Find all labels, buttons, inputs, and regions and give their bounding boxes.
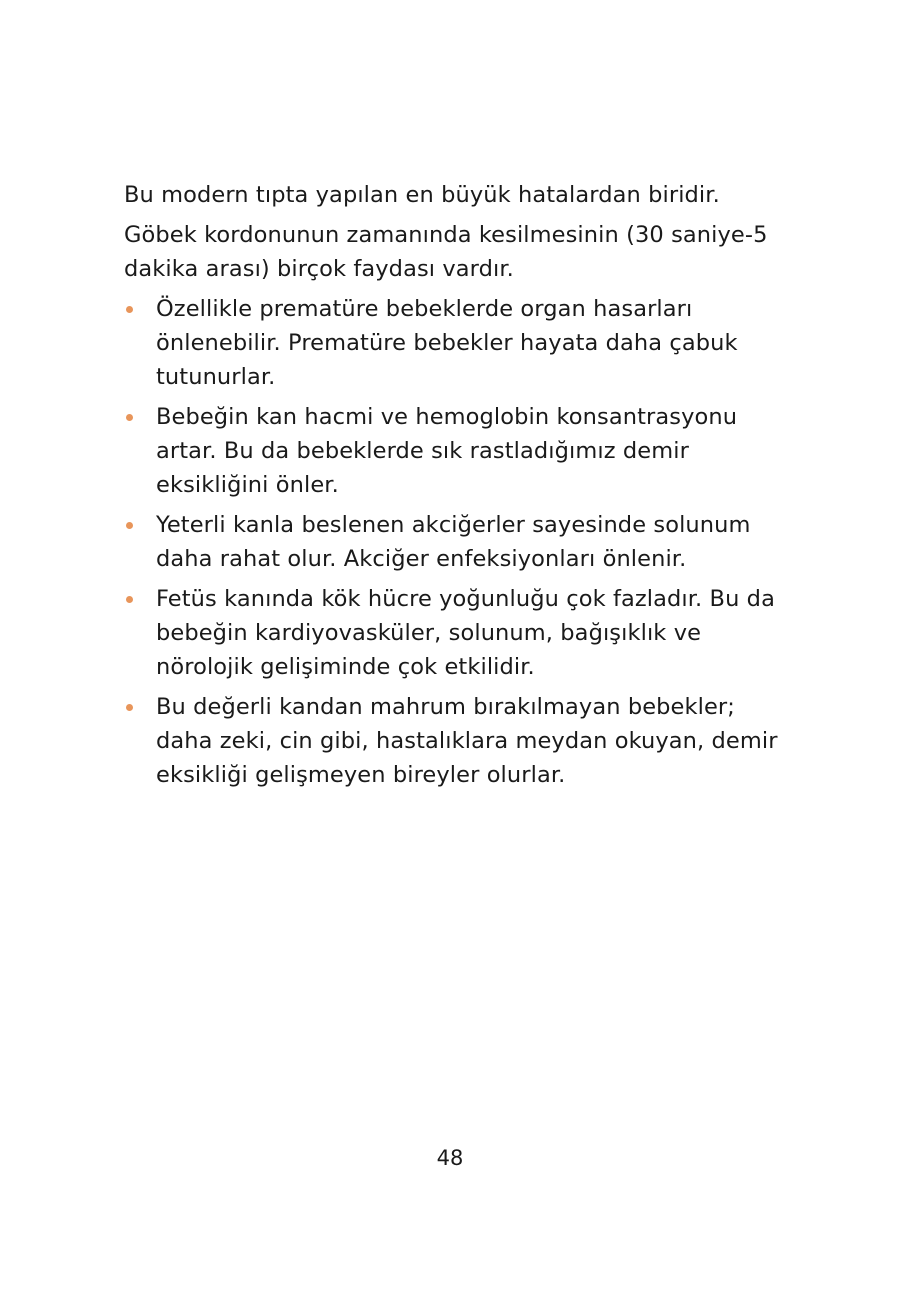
bullet-dot-icon bbox=[126, 704, 133, 711]
list-item-text: Özellikle prematüre bebeklerde organ hasarları önlenebilir. Prematüre bebekler hayata daha çabuk tutunurlar. bbox=[156, 296, 738, 390]
list-item bbox=[124, 582, 784, 684]
list-item bbox=[124, 400, 784, 502]
list-item bbox=[124, 292, 784, 394]
list-item bbox=[124, 690, 784, 792]
list-item bbox=[124, 508, 784, 576]
benefits-list bbox=[124, 292, 784, 792]
bullet-dot-icon bbox=[126, 306, 133, 313]
list-item-text: Bebeğin kan hacmi ve hemoglobin konsantrasyonu artar. Bu da bebeklerde sık rastladığımız demir eksikliğini önler. bbox=[156, 404, 738, 498]
intro-paragraph-1: Bu modern tıpta yapılan en büyük hatalardan biridir. bbox=[124, 182, 720, 208]
list-item-text: Bu değerli kandan mahrum bırakılmayan bebekler; daha zeki, cin gibi, hastalıklara meydan okuyan, demir eksikliği gelişmeyen bireyler olurlar. bbox=[156, 694, 778, 788]
bullet-dot-icon bbox=[126, 596, 133, 603]
list-item-text: Yeterli kanla beslenen akciğerler sayesinde solunum daha rahat olur. Akciğer enfeksiyonları önlenir. bbox=[156, 512, 751, 572]
page-body bbox=[124, 178, 784, 798]
bullet-dot-icon bbox=[126, 522, 133, 529]
intro-paragraph-2: Göbek kordonunun zamanında kesilmesinin (30 saniye-5 dakika arası) birçok faydası vardır. bbox=[124, 222, 768, 282]
list-item-text: Fetüs kanında kök hücre yoğunluğu çok fazladır. Bu da bebeğin kardiyovasküler, solunum, bağışıklık ve nörolojik gelişiminde çok etkilidir. bbox=[156, 586, 775, 680]
page-number: 48 bbox=[436, 1146, 464, 1170]
bullet-dot-icon bbox=[126, 414, 133, 421]
